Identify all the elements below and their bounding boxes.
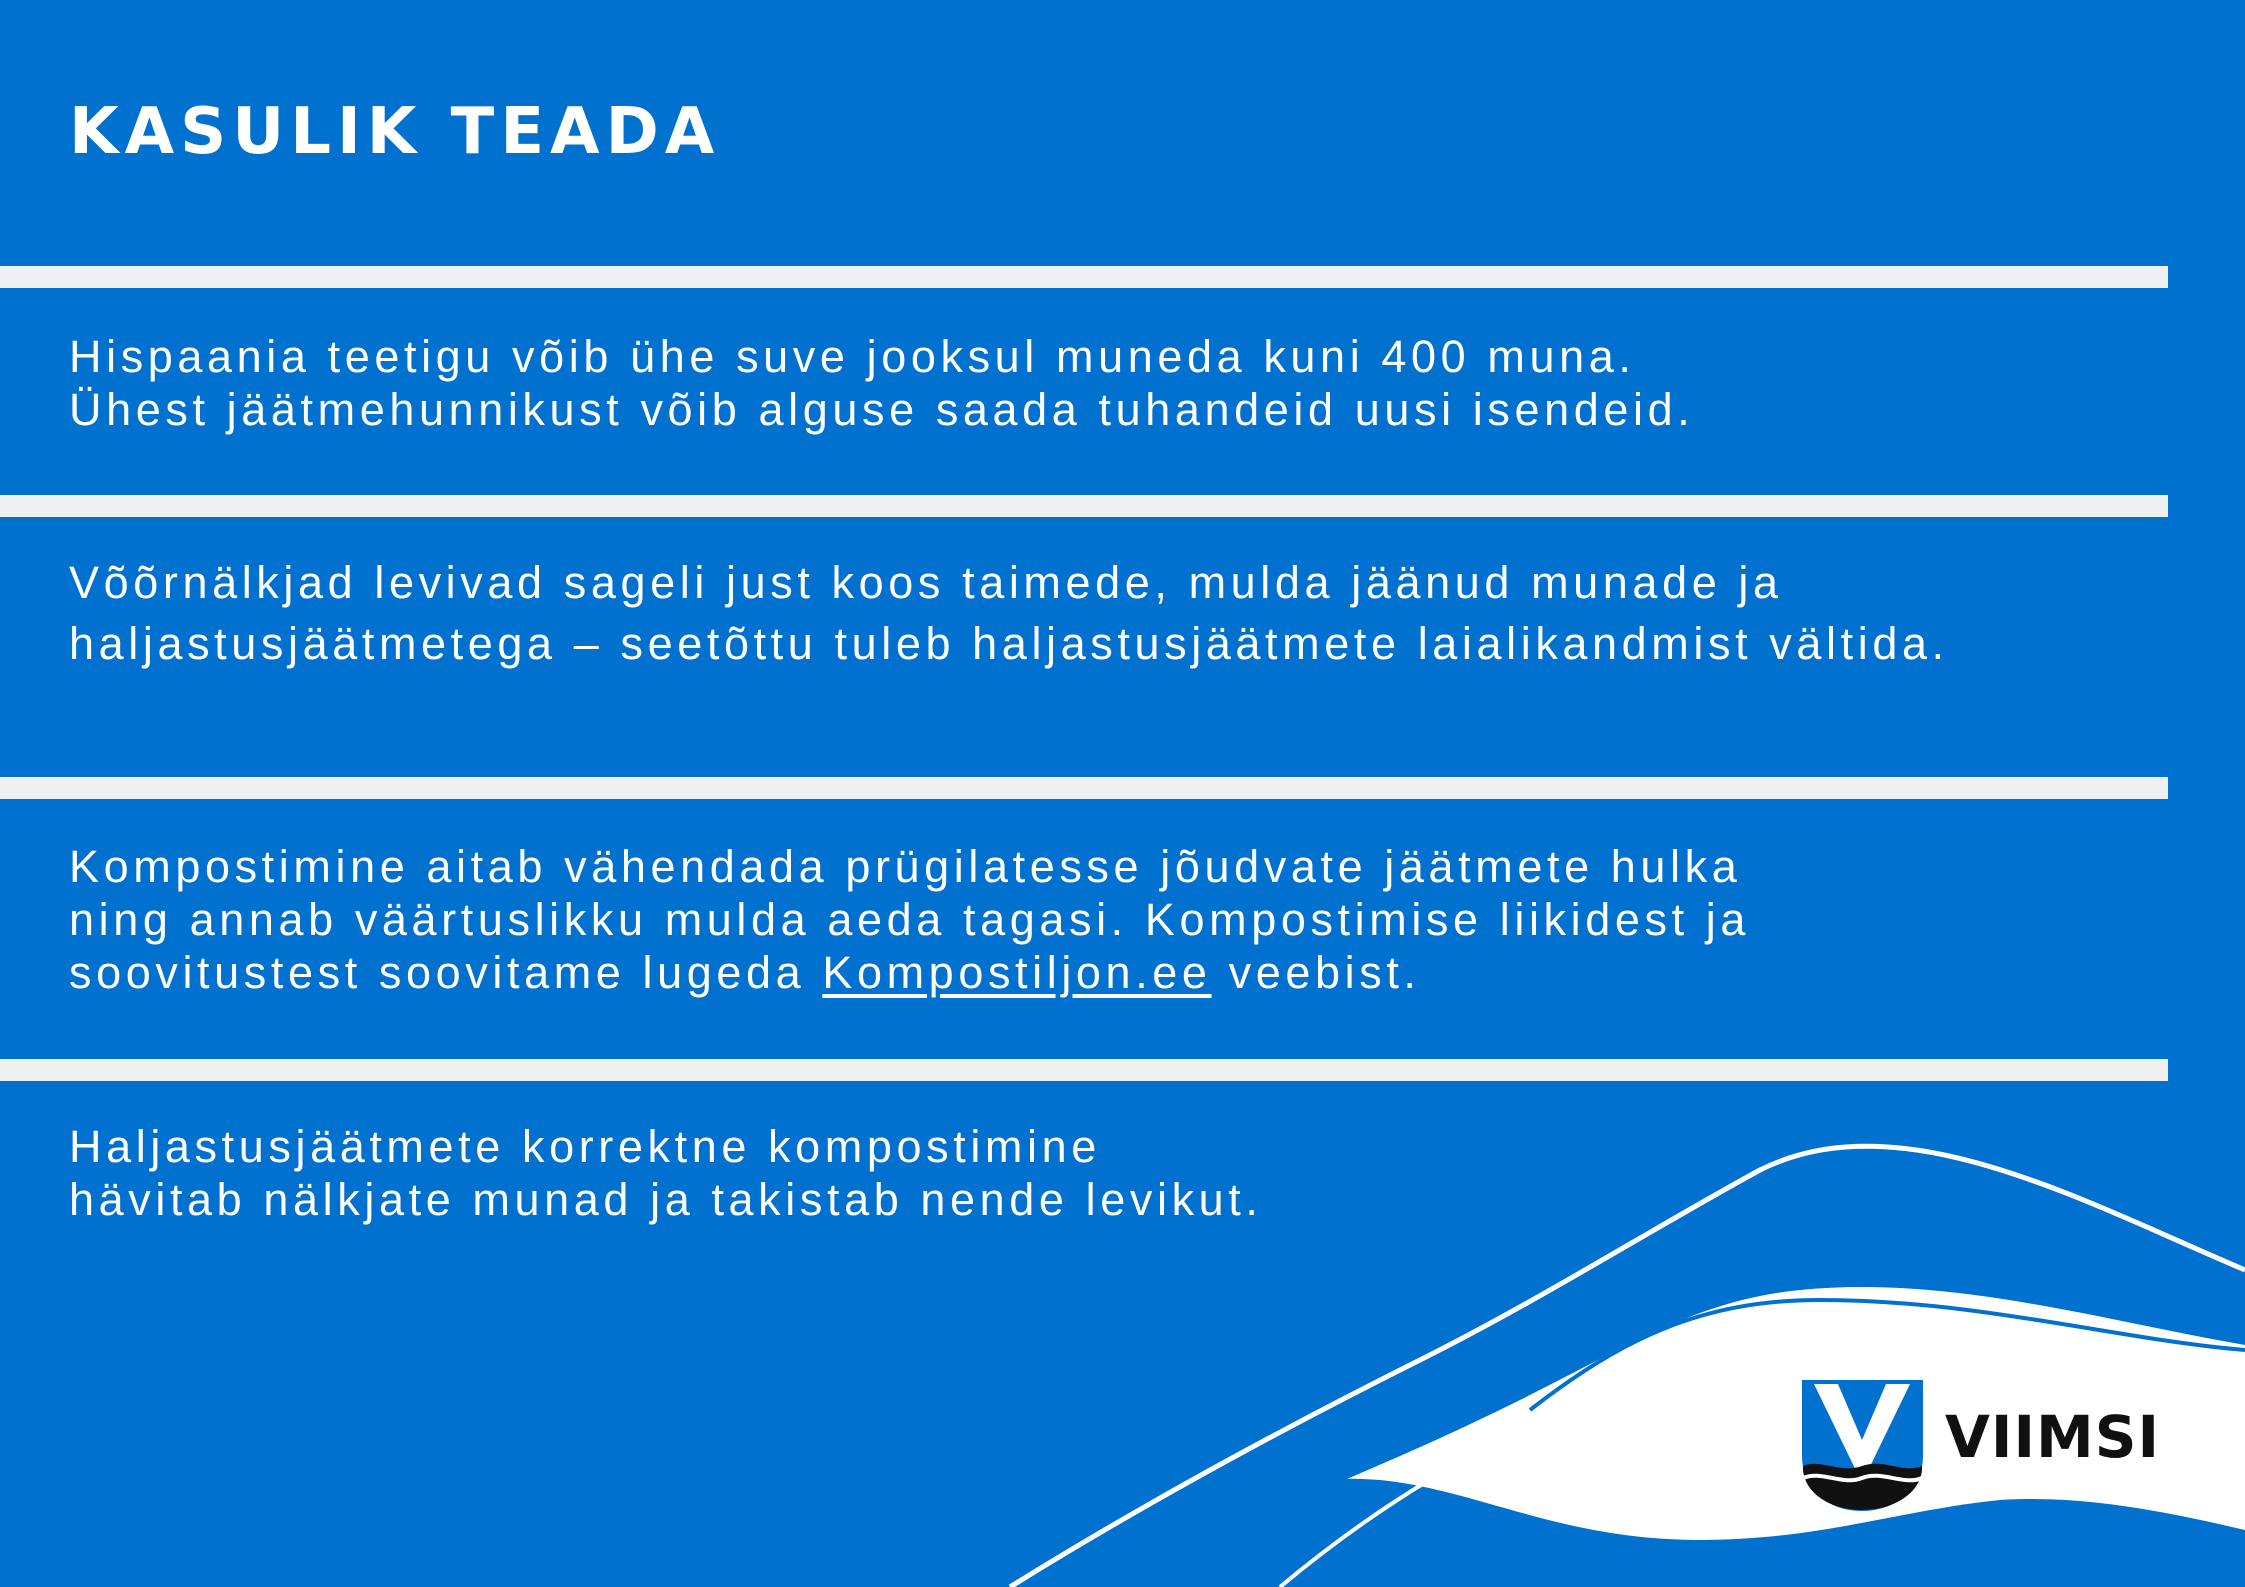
paragraph-line: hävitab nälkjate munad ja takistab nende levikut. bbox=[69, 1174, 1263, 1225]
paragraph-line: ning annab väärtuslikku mulda aeda tagasi. Kompostimise liikidest ja bbox=[69, 894, 1751, 945]
paragraph-line: Hispaania teetigu võib ühe suve jooksul muneda kuni 400 muna. bbox=[69, 331, 1636, 382]
logo-wordmark: VIIMSI bbox=[1945, 1403, 2161, 1471]
viimsi-coat-of-arms-icon bbox=[1800, 1378, 1925, 1513]
paragraph-line: Ühest jäätmehunnikust võib alguse saada tuhandeid uusi isendeid. bbox=[69, 384, 1695, 435]
paragraph-line: Haljastusjäätmete korrektne kompostimine bbox=[69, 1121, 1101, 1172]
paragraph-line: Võõrnälkjad levivad sageli just koos taimede, mulda jäänud munade ja bbox=[69, 557, 1783, 608]
paragraph-line: haljastusjäätmetega – seetõttu tuleb haljastusjäätmete laialikandmist vältida. bbox=[69, 618, 1949, 669]
link-lead-text: soovitustest soovitame lugeda bbox=[69, 947, 823, 998]
link-trail-text: veebist. bbox=[1211, 947, 1421, 998]
kompostiljon-link[interactable]: Kompostiljon.ee bbox=[822, 947, 1212, 998]
paragraph-line: Kompostimine aitab vähendada prügilatesse jõudvate jäätmete hulka bbox=[69, 841, 1742, 892]
page-title: KASULIK TEADA bbox=[69, 95, 721, 169]
